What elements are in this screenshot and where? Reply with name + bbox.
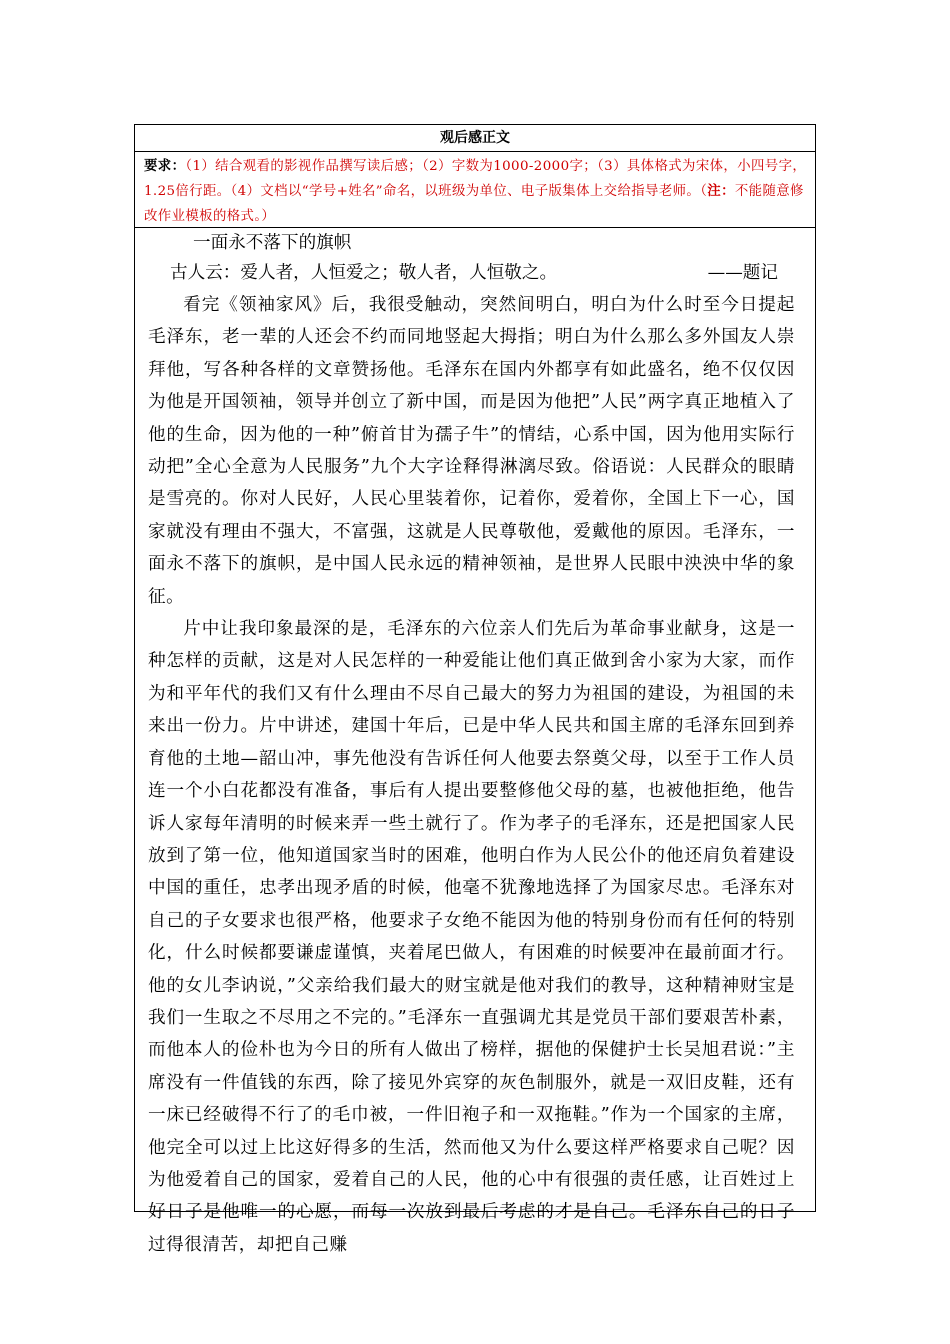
note-text: 不能随意修改作业模板的格式。） [144, 184, 804, 224]
essay-table [134, 124, 816, 1255]
essay-paragraph: 看完《领袖家风》后，我很受触动，突然间明白，明白为什么时至今日提起毛泽东，老一辈的人还会不约而同地竖起大拇指；明白为什么那么多外国友人崇拜他，写各种各样的文章赞扬他。毛泽东在国内外都享有如此盛名，绝不仅仅因为他是开国领袖，领导并创立了新中国，而是因为他把”人民”两字真正地植入了他的生命，因为他的一种”俯首甘为孺子牛”的情结，心系中国，因为他用实际行动把”全心全意为人民服务”九个大字诠释得淋漓尽致。俗语说：人民群众的眼睛是雪亮的。你对人民好，人民心里装着你，记着你，爱着你，全国上下一心，国家就没有理由不强大，不富强，这就是人民尊敬他，爱戴他的原因。毛泽东，一面永不落下的旗帜，是中国人民永远的精神领袖，是世界人民眼中泱泱中华的象征。 [148, 295, 795, 607]
essay-title: 一面永不落下的旗帜 [193, 233, 352, 253]
requirements-cell [135, 152, 815, 228]
epigraph-signature: ——题记 [707, 263, 778, 283]
epigraph-text: 古人云：爱人者，人恒爱之；敬人者，人恒敬之。 [170, 263, 558, 283]
note-label: 注： [707, 183, 735, 199]
table-header: 观后感正文 [135, 125, 815, 152]
requirements-label: 要求： [144, 159, 186, 174]
essay-paragraph: 片中让我印象最深的是，毛泽东的六位亲人们先后为革命事业献身，这是一种怎样的贡献，这是对人民怎样的一种爱能让他们真正做到舍小家为大家，而作为和平年代的我们又有什么理由不尽自己最大的努力为祖国的建设，为祖国的未来出一份力。片中讲述，建国十年后，已是中华人民共和国主席的毛泽东回到养育他的土地—韶山冲，事先他没有告诉任何人他要去祭奠父母，以至于工作人员连一个小白花都没有准备，事后有人提出要整修他父母的墓，也被他拒绝，他告诉人家每年清明的时候来弄一些土就行了。作为孝子的毛泽东，还是把国家人民放到了第一位，他知道国家当时的困难，他明白作为人民公仆的他还肩负着建设中国的重任，忠孝出现矛盾的时候，他毫不犹豫地选择了为国家尽忠。毛泽东对自己的子女要求也很严格，他要求子女绝不能因为他的特别身份而有任何的特别化，什么时候都要谦虚谨慎，夹着尾巴做人，有困难的时候要冲在最前面才行。他的女儿李讷说，”父亲给我们最大的财宝就是他对我们的教导，这种精神财宝是我们一生取之不尽用之不完的。”毛泽东一直强调尤其是党员干部们要艰苦朴素，而他本人的俭朴也为今日的所有人做出了榜样，据他的保健护士长吴旭君说：”主席没有一件值钱的东西，除了接见外宾穿的灰色制服外，就是一双旧皮鞋，还有一床已经破得不行了的毛巾被，一件旧袍子和一双拖鞋。”作为一个国家的主席，他完全可以过上比这好得多的生活，然而他又为什么要这样严格要求自己呢？因为他爱着自己的国家，爱着自己的人民，他的心中有很强的责任感，让百姓过上好日子是他唯一的心愿，而每一次放到最后考虑的才是自己。毛泽东自己的日子过得很清苦，却把自己赚 [148, 619, 795, 1255]
requirements-text: （1）结合观看的影视作品撰写读后感；（2）字数为1000-2000字；（3）具体格式为宋体，小四号字，1.25倍行距。（4）文档以“学号+姓名”命名，以班级为单位、电子版集体上交给指导老师。（ [144, 159, 807, 199]
epigraph [148, 258, 795, 288]
essay-body [135, 228, 815, 1261]
